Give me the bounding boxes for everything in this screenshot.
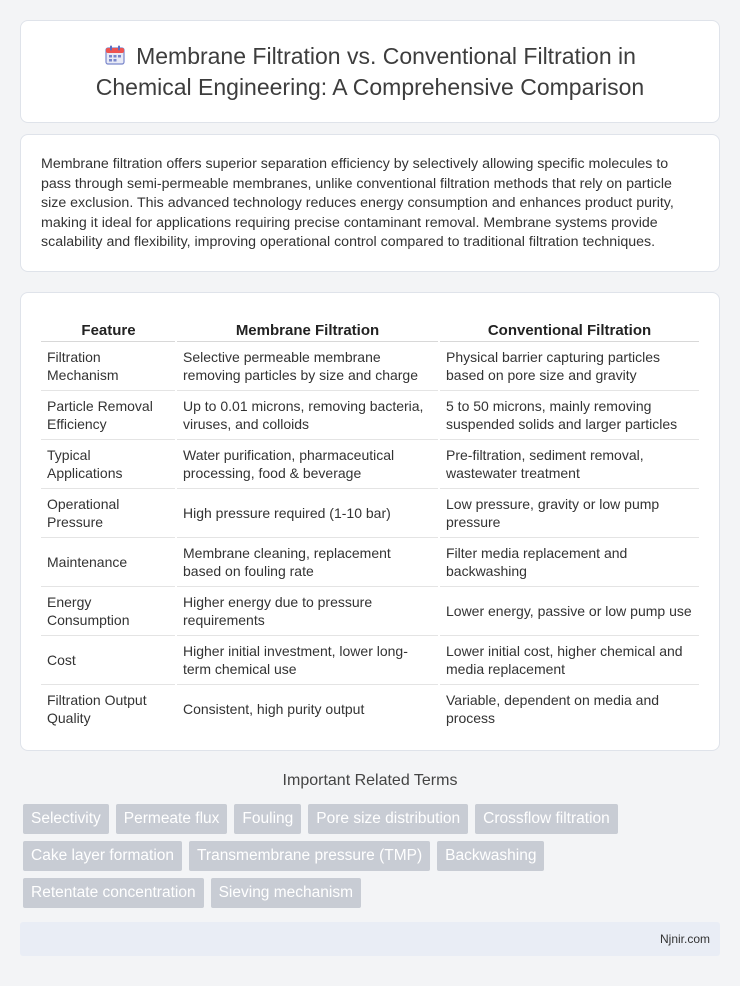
cell-membrane: Consistent, high purity output <box>176 684 439 733</box>
term-tag[interactable]: Permeate flux <box>116 804 228 834</box>
table-row <box>41 684 700 733</box>
term-tag[interactable]: Fouling <box>234 804 301 834</box>
cell-conventional: Variable, dependent on media and process <box>439 684 700 733</box>
cell-feature: Energy Consumption <box>41 586 176 635</box>
term-tag[interactable]: Pore size distribution <box>308 804 468 834</box>
cell-membrane: Higher initial investment, lower long-term chemical use <box>176 635 439 684</box>
intro-card <box>20 134 720 272</box>
cell-feature: Filtration Output Quality <box>41 684 176 733</box>
table-header-row <box>41 313 700 341</box>
cell-membrane: Up to 0.01 microns, removing bacteria, viruses, and colloids <box>176 390 439 439</box>
table-row <box>41 537 700 586</box>
cell-membrane: High pressure required (1-10 bar) <box>176 488 439 537</box>
cell-membrane: Selective permeable membrane removing particles by size and charge <box>176 341 439 390</box>
cell-membrane: Water purification, pharmaceutical processing, food & beverage <box>176 439 439 488</box>
header-conventional: Conventional Filtration <box>439 313 700 341</box>
cell-conventional: 5 to 50 microns, mainly removing suspended solids and larger particles <box>439 390 700 439</box>
cell-conventional: Lower initial cost, higher chemical and media replacement <box>439 635 700 684</box>
cell-feature: Typical Applications <box>41 439 176 488</box>
cell-conventional: Low pressure, gravity or low pump pressure <box>439 488 700 537</box>
comparison-card <box>20 292 720 751</box>
cell-feature: Cost <box>41 635 176 684</box>
header-membrane: Membrane Filtration <box>176 313 439 341</box>
related-terms-title: Important Related Terms <box>282 772 458 789</box>
cell-conventional: Pre-filtration, sediment removal, wastewater treatment <box>439 439 700 488</box>
table-row <box>41 586 700 635</box>
table-row <box>41 488 700 537</box>
table-row <box>41 439 700 488</box>
cell-feature: Operational Pressure <box>41 488 176 537</box>
term-tag[interactable]: Backwashing <box>437 841 544 871</box>
term-tag[interactable]: Retentate concentration <box>23 878 204 908</box>
cell-conventional: Lower energy, passive or low pump use <box>439 586 700 635</box>
page-title-text: Membrane Filtration vs. Conventional Filtration in Chemical Engineering: A Comprehensive Comparison <box>95 42 645 100</box>
term-tag[interactable]: Crossflow filtration <box>475 804 618 834</box>
page-title <box>21 42 719 102</box>
table-row <box>41 390 700 439</box>
cell-feature: Filtration Mechanism <box>41 341 176 390</box>
calendar-icon <box>104 44 126 73</box>
term-tag[interactable]: Cake layer formation <box>23 841 182 871</box>
footer <box>20 922 720 956</box>
cell-membrane: Higher energy due to pressure requirements <box>176 586 439 635</box>
term-tag[interactable]: Selectivity <box>23 804 109 834</box>
cell-membrane: Membrane cleaning, replacement based on fouling rate <box>176 537 439 586</box>
footer-site-link[interactable]: Njnir.com <box>659 932 710 946</box>
title-card <box>20 20 720 123</box>
comparison-table <box>41 313 701 733</box>
table-row <box>41 341 700 390</box>
header-feature: Feature <box>41 313 176 341</box>
table-row <box>41 635 700 684</box>
term-tag[interactable]: Sieving mechanism <box>211 878 361 908</box>
cell-feature: Maintenance <box>41 537 176 586</box>
term-tag[interactable]: Transmembrane pressure (TMP) <box>189 841 430 871</box>
related-terms-list <box>23 804 723 908</box>
cell-feature: Particle Removal Efficiency <box>41 390 176 439</box>
cell-conventional: Filter media replacement and backwashing <box>439 537 700 586</box>
intro-paragraph: Membrane filtration offers superior separation efficiency by selectively allowing specific molecules to pass through semi-permeable membranes, unlike conventional filtration methods that rely on particle size exclusion. This advanced technology reduces energy consumption and enhances product purity, making it ideal for applications requiring precise contaminant removal. Membrane systems provide scalability and flexibility, improving operational control compared to traditional filtration techniques. <box>41 156 674 250</box>
cell-conventional: Physical barrier capturing particles based on pore size and gravity <box>439 341 700 390</box>
